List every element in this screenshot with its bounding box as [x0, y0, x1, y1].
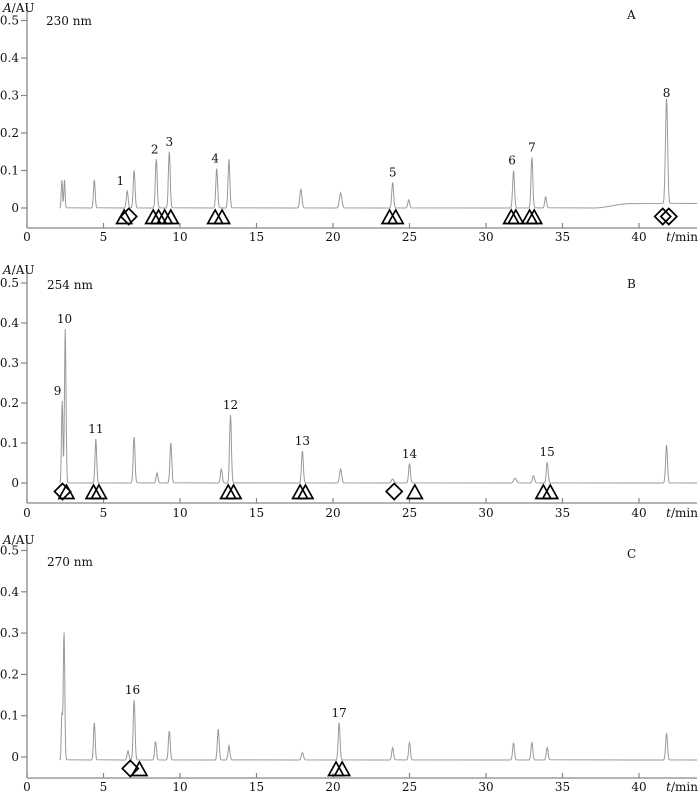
peak-number-label: 4 — [211, 151, 220, 166]
peak-number-label: 12 — [222, 398, 239, 412]
y-axis-title: A/AU — [3, 263, 35, 277]
peak-number-label: 7 — [528, 140, 536, 155]
peak-number-label: 15 — [539, 445, 555, 460]
x-tick-label: 30 — [478, 506, 494, 520]
y-axis-title: A/AU — [3, 1, 35, 15]
triangle-marker — [221, 485, 236, 499]
triangle-marker — [91, 485, 106, 499]
wavelength-label: 270 nm — [47, 555, 93, 569]
diamond-marker — [386, 484, 402, 500]
y-tick-label: 0.2 — [0, 396, 19, 410]
x-tick-label: 0 — [23, 506, 31, 520]
x-tick-label: 15 — [248, 506, 265, 520]
y-tick-label: 0.5 — [0, 13, 19, 28]
y-tick-label: 0.3 — [0, 626, 19, 641]
y-axis-title: A/AU — [3, 533, 35, 547]
peak-number-label: 3 — [165, 134, 174, 149]
triangle-marker — [407, 485, 422, 499]
y-tick-label: 0.1 — [0, 163, 19, 178]
x-tick-label: 0 — [23, 780, 31, 794]
trace-path-C — [60, 633, 698, 761]
x-tick-label: 25 — [401, 230, 418, 244]
x-tick-label: 40 — [631, 230, 647, 244]
peak-number-label: 11 — [88, 422, 104, 436]
y-tick-label: 0.4 — [0, 584, 19, 599]
peak-number-label: 9 — [53, 384, 62, 398]
x-tick-label: 25 — [401, 506, 418, 520]
triangle-marker — [293, 485, 308, 499]
panel-letter: C — [627, 547, 637, 561]
y-tick-label: 0 — [11, 476, 19, 490]
x-tick-label: 15 — [248, 230, 265, 244]
trace-path-B — [60, 329, 698, 483]
y-tick-label: 0.4 — [0, 51, 19, 65]
x-tick-label: 5 — [99, 780, 108, 794]
y-tick-label: 0.2 — [0, 126, 19, 140]
x-tick-label: 20 — [325, 506, 341, 520]
diamond-marker — [661, 209, 677, 225]
x-tick-label: 35 — [554, 506, 571, 520]
x-tick-label: 0 — [23, 230, 31, 244]
peak-number-label: 1 — [116, 174, 125, 189]
x-axis-title: t/min — [666, 230, 698, 244]
peak-number-label: 6 — [508, 153, 516, 168]
y-tick-label: 0.1 — [0, 436, 19, 450]
x-tick-label: 25 — [401, 780, 418, 794]
x-tick-label: 40 — [631, 780, 647, 794]
diamond-marker — [655, 209, 671, 225]
peak-number-label: 8 — [662, 86, 671, 100]
peak-number-label: 5 — [388, 165, 397, 180]
x-tick-label: 20 — [325, 230, 341, 244]
y-tick-label: 0.2 — [0, 667, 19, 682]
x-tick-label: 10 — [172, 230, 188, 244]
x-tick-label: 5 — [99, 506, 108, 520]
x-tick-label: 30 — [478, 230, 494, 244]
peak-number-label: 10 — [56, 312, 73, 326]
y-tick-label: 0.5 — [0, 543, 19, 558]
peak-number-label: 14 — [401, 446, 418, 461]
x-tick-label: 20 — [325, 780, 341, 794]
panel-letter: A — [627, 8, 636, 22]
panel-letter: B — [627, 277, 636, 291]
peak-number-label: 17 — [331, 705, 347, 720]
y-tick-label: 0 — [11, 201, 19, 215]
peak-number-label: 13 — [294, 434, 311, 448]
y-tick-label: 0.1 — [0, 708, 19, 723]
x-tick-label: 10 — [172, 780, 188, 794]
x-tick-label: 15 — [248, 780, 265, 794]
x-tick-label: 10 — [172, 506, 188, 520]
y-tick-label: 0.5 — [0, 276, 19, 290]
y-tick-label: 0 — [11, 750, 19, 764]
x-axis-title: t/min — [666, 780, 698, 794]
y-tick-label: 0.3 — [0, 88, 19, 103]
x-tick-label: 5 — [99, 230, 108, 244]
peak-number-label: 2 — [150, 142, 159, 157]
x-tick-label: 30 — [478, 780, 494, 794]
x-axis-title: t/min — [666, 506, 698, 520]
x-tick-label: 35 — [554, 780, 571, 794]
y-tick-label: 0.3 — [0, 356, 19, 370]
y-tick-label: 0.4 — [0, 316, 19, 330]
triangle-marker — [226, 485, 241, 499]
wavelength-label: 230 nm — [46, 14, 92, 28]
triangle-marker — [86, 485, 101, 499]
wavelength-label: 254 nm — [47, 278, 93, 292]
x-tick-label: 40 — [631, 506, 647, 520]
triangle-marker — [298, 485, 313, 499]
peak-number-label: 16 — [124, 683, 141, 698]
x-tick-label: 35 — [554, 230, 571, 244]
